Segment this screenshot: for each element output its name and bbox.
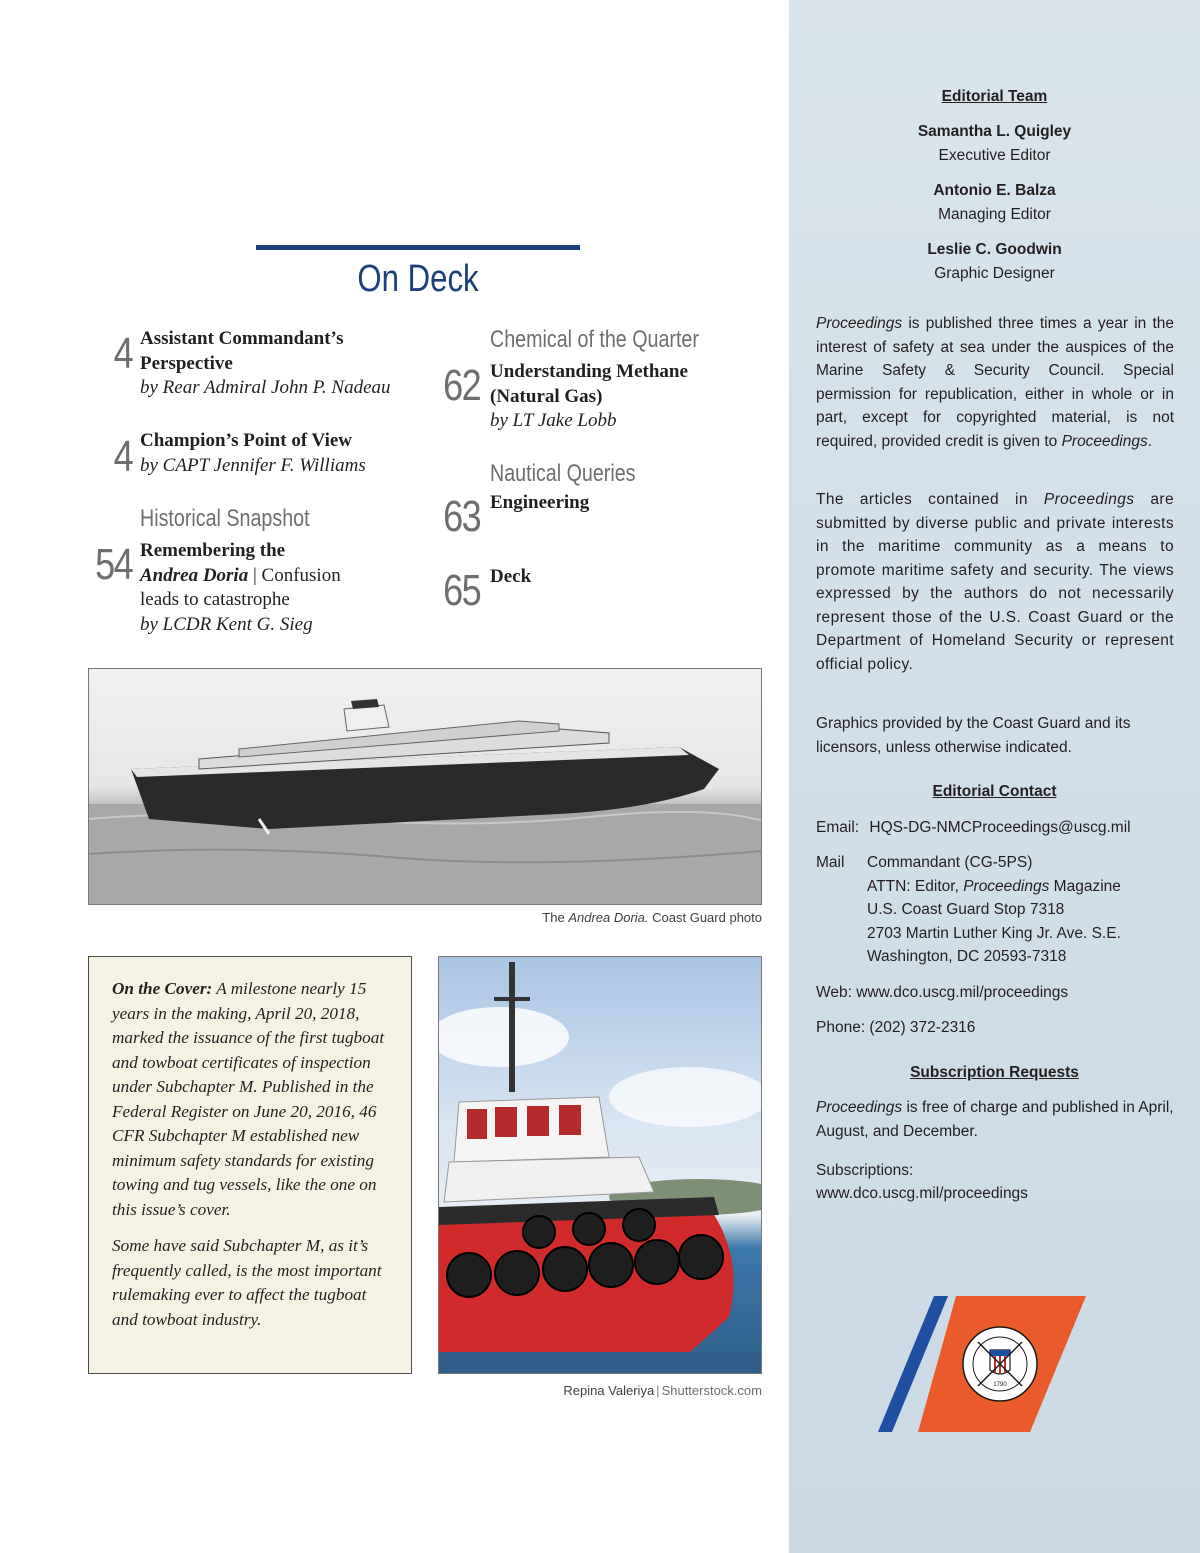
subscriptions-label: Subscriptions: (816, 1162, 914, 1179)
mail-address (867, 851, 1187, 969)
team-member (789, 120, 1200, 167)
subscription-heading: Subscription Requests (910, 1064, 1079, 1081)
mail-attn: ATTN: Editor, (867, 877, 964, 895)
mail-line (867, 875, 1187, 899)
editorial-team-heading: Editorial Team (941, 88, 1048, 105)
publication-name: Proceedings (816, 1099, 903, 1116)
photo-credit-photographer: Repina Valeriya (563, 1383, 655, 1398)
on-the-cover-box (88, 956, 412, 1374)
toc-section-chemical: Chemical of the Quarter (490, 326, 699, 353)
mail-line: 2703 Martin Luther King Jr. Ave. S.E. (867, 924, 1121, 942)
tugboat-illustration (439, 957, 762, 1374)
photo-credit-tugboat (462, 1383, 762, 1398)
team-member (789, 179, 1200, 226)
publication-name: Proceedings (963, 877, 1050, 895)
toc-entry-deck[interactable] (490, 565, 730, 590)
mail-magazine: Magazine (1049, 877, 1121, 895)
toc-entry-title: Deck (490, 566, 532, 587)
photo-credit-separator: | (656, 1383, 660, 1398)
subscription-paragraph (816, 1096, 1174, 1143)
svg-text:1790: 1790 (993, 1382, 1007, 1388)
andrea-doria-photo (88, 668, 762, 905)
cover-paragraph-1 (112, 977, 389, 1222)
team-member (789, 238, 1200, 285)
toc-page-number: 54 (95, 540, 132, 589)
graphics-paragraph: Graphics provided by the Coast Guard and its licensors, unless otherwise indicated. (816, 715, 1131, 756)
toc-page-number: 65 (443, 566, 480, 615)
publication-name: Proceedings (1061, 432, 1148, 450)
toc-entry-author: by CAPT Jennifer F. Williams (140, 454, 366, 476)
team-member-role: Executive Editor (938, 146, 1051, 164)
articles-paragraph (816, 488, 1174, 676)
cover-text: A milestone nearly 15 years in the making, April 20, 2018, marked the issuance of the first tugboat and towboat certificates of inspection under Subchapter M. Published in the Federal Register on June 20, 2016, 46 CFR Subchapter M established new minimum safety standards for existing towing and tug vessels, like the one on this issue’s cover. (112, 979, 385, 1219)
toc-rule (256, 245, 580, 250)
toc-entry-title: Engineering (490, 492, 590, 513)
team-member-role: Managing Editor (938, 205, 1051, 223)
page-title: On Deck (357, 258, 479, 300)
toc-entry-title: Champion’s Point of View (140, 430, 353, 451)
toc-entry-subtitle: | Confusion (248, 564, 341, 586)
photo-credit-ship-name: Andrea Doria. (568, 910, 649, 925)
toc-page-number: 62 (443, 361, 480, 410)
about-text: is published three times a year in the interest of safety at sea under the auspices of the Marine Safety & Security Council. Special permission for republication, either in whole or in part, except for copyrighted material, is not required, provided credit is given to (816, 315, 1174, 450)
toc-entry-andrea-doria[interactable] (140, 539, 440, 637)
toc-entry-title: Understanding Methane (Natural Gas) (490, 361, 688, 407)
photo-credit-andrea-doria (462, 910, 762, 925)
toc-page-number: 4 (113, 329, 132, 378)
toc-entry-author: by LT Jake Lobb (490, 410, 617, 431)
editorial-contact-heading: Editorial Contact (932, 783, 1057, 800)
toc-entry-author: by LCDR Kent G. Sieg (140, 613, 313, 635)
about-paragraph (816, 312, 1174, 453)
toc-page-number: 63 (443, 492, 480, 541)
toc-entry-champion[interactable] (140, 429, 440, 478)
toc-entry-title: Assistant Commandant’s Perspective (140, 328, 344, 374)
publication-name: Proceedings (816, 315, 903, 332)
about-text-end: . (1147, 432, 1153, 450)
toc-entry-title-line (140, 564, 440, 589)
coast-guard-seal-icon (963, 1327, 1037, 1401)
toc-page-number: 4 (113, 432, 132, 481)
email-link[interactable]: HQS-DG-NMCProceedings@uscg.mil (869, 819, 1131, 836)
toc-entry-title: Remembering the (140, 540, 286, 561)
email-row (816, 816, 1186, 840)
toc-entry-assistant-commandant[interactable] (140, 327, 420, 401)
toc-entry-ship-name: Andrea Doria (140, 564, 249, 586)
mail-line: Washington, DC 20593-7318 (867, 948, 1067, 965)
subscription-text: is free of charge and published in April, August, and December. (816, 1099, 1174, 1140)
coast-guard-logo (876, 1296, 1086, 1432)
team-member-name: Antonio E. Balza (933, 182, 1056, 199)
mail-line: Commandant (CG-5PS) (867, 854, 1033, 871)
toc-entry-author: by Rear Admiral John P. Nadeau (140, 377, 391, 398)
toc-section-historical-snapshot: Historical Snapshot (140, 505, 310, 532)
toc-entry-subtitle: leads to catastrophe (140, 589, 290, 610)
articles-text-rest: are submitted by diverse public and private interests in the maritime community as a means to promote maritime safety and security. The views expressed by the authors do not necessarily represent those of the U.S. Coast Guard or the Department of Homeland Security or represent official policy. (816, 491, 1175, 673)
mail-label: Mail (816, 854, 845, 871)
mail-line: U.S. Coast Guard Stop 7318 (867, 901, 1065, 918)
web-link[interactable]: Web: www.dco.uscg.mil/proceedings (816, 984, 1069, 1001)
phone-number: Phone: (202) 372-2316 (816, 1019, 976, 1036)
email-label: Email: (816, 819, 860, 836)
publication-name: Proceedings (1043, 491, 1135, 508)
photo-credit-source: Coast Guard photo (648, 910, 762, 925)
articles-text: The articles contained in (816, 491, 1044, 508)
team-member-role: Graphic Designer (934, 264, 1055, 282)
ship-illustration (89, 669, 762, 905)
toc-entry-engineering[interactable] (490, 491, 730, 516)
cover-label: On the Cover: (112, 979, 213, 998)
toc-entry-methane[interactable] (490, 360, 730, 434)
cover-paragraph-2: Some have said Subchapter M, as it’s frequently called, is the most important rulemaking ever to affect the tugboat and towboat industry. (112, 1236, 382, 1329)
tugboat-photo (438, 956, 762, 1374)
photo-credit-agency: Shutterstock.com (661, 1383, 762, 1398)
team-member-name: Samantha L. Quigley (917, 123, 1072, 140)
photo-credit-prefix: The (542, 910, 569, 925)
toc-section-nautical-queries: Nautical Queries (490, 460, 636, 487)
subscriptions-link[interactable]: www.dco.uscg.mil/proceedings (816, 1185, 1028, 1202)
team-member-name: Leslie C. Goodwin (927, 241, 1062, 258)
